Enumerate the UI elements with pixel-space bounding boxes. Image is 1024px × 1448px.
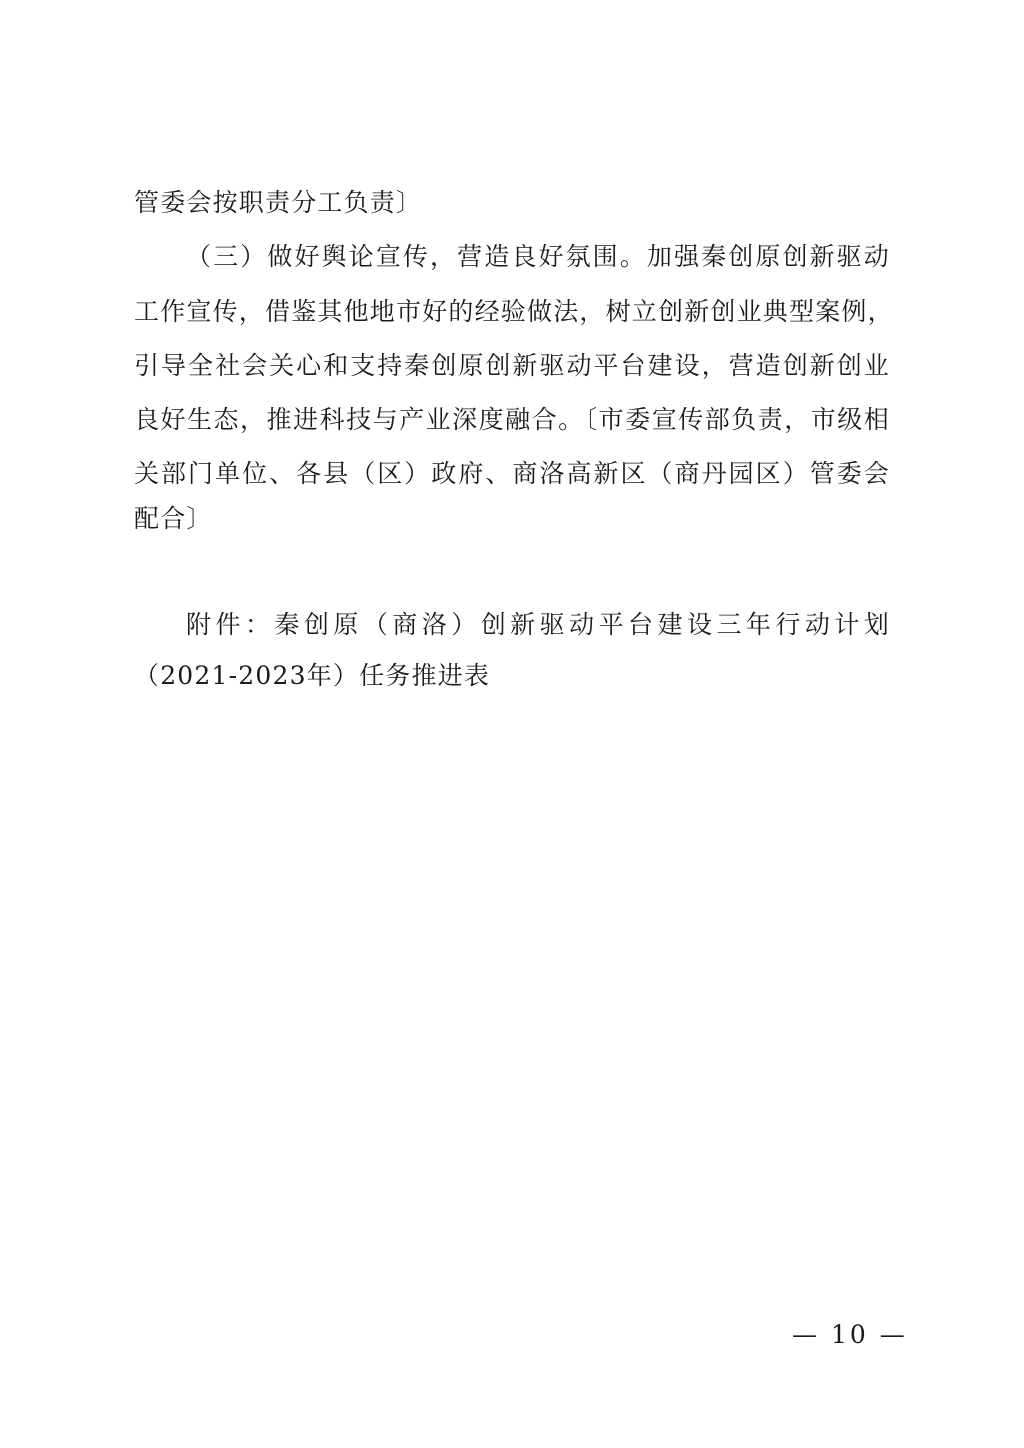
paragraph-line: 工作宣传，借鉴其他地市好的经验做法，树立创新创业典型案例， [134,297,894,326]
attachment-line: （2021-2023年）任务推进表 [134,661,491,690]
paragraph-line: 配合〕 [134,504,213,533]
paragraph-line: 引导全社会关心和支持秦创原创新驱动平台建设，营造创新创业 [134,351,890,380]
section-heading-line: （三）做好舆论宣传，营造良好氛围。加强秦创原创新驱动 [186,242,890,271]
paragraph-line: 管委会按职责分工负责〕 [134,188,423,217]
paragraph-line: 良好生态，推进科技与产业深度融合。〔市委宣传部负责，市级相 [134,405,890,434]
attachment-line: 附件：秦创原（商洛）创新驱动平台建设三年行动计划 [186,610,890,639]
paragraph-line: 关部门单位、各县（区）政府、商洛高新区（商丹园区）管委会 [134,459,890,488]
page-number: — 10 — [792,1320,908,1349]
